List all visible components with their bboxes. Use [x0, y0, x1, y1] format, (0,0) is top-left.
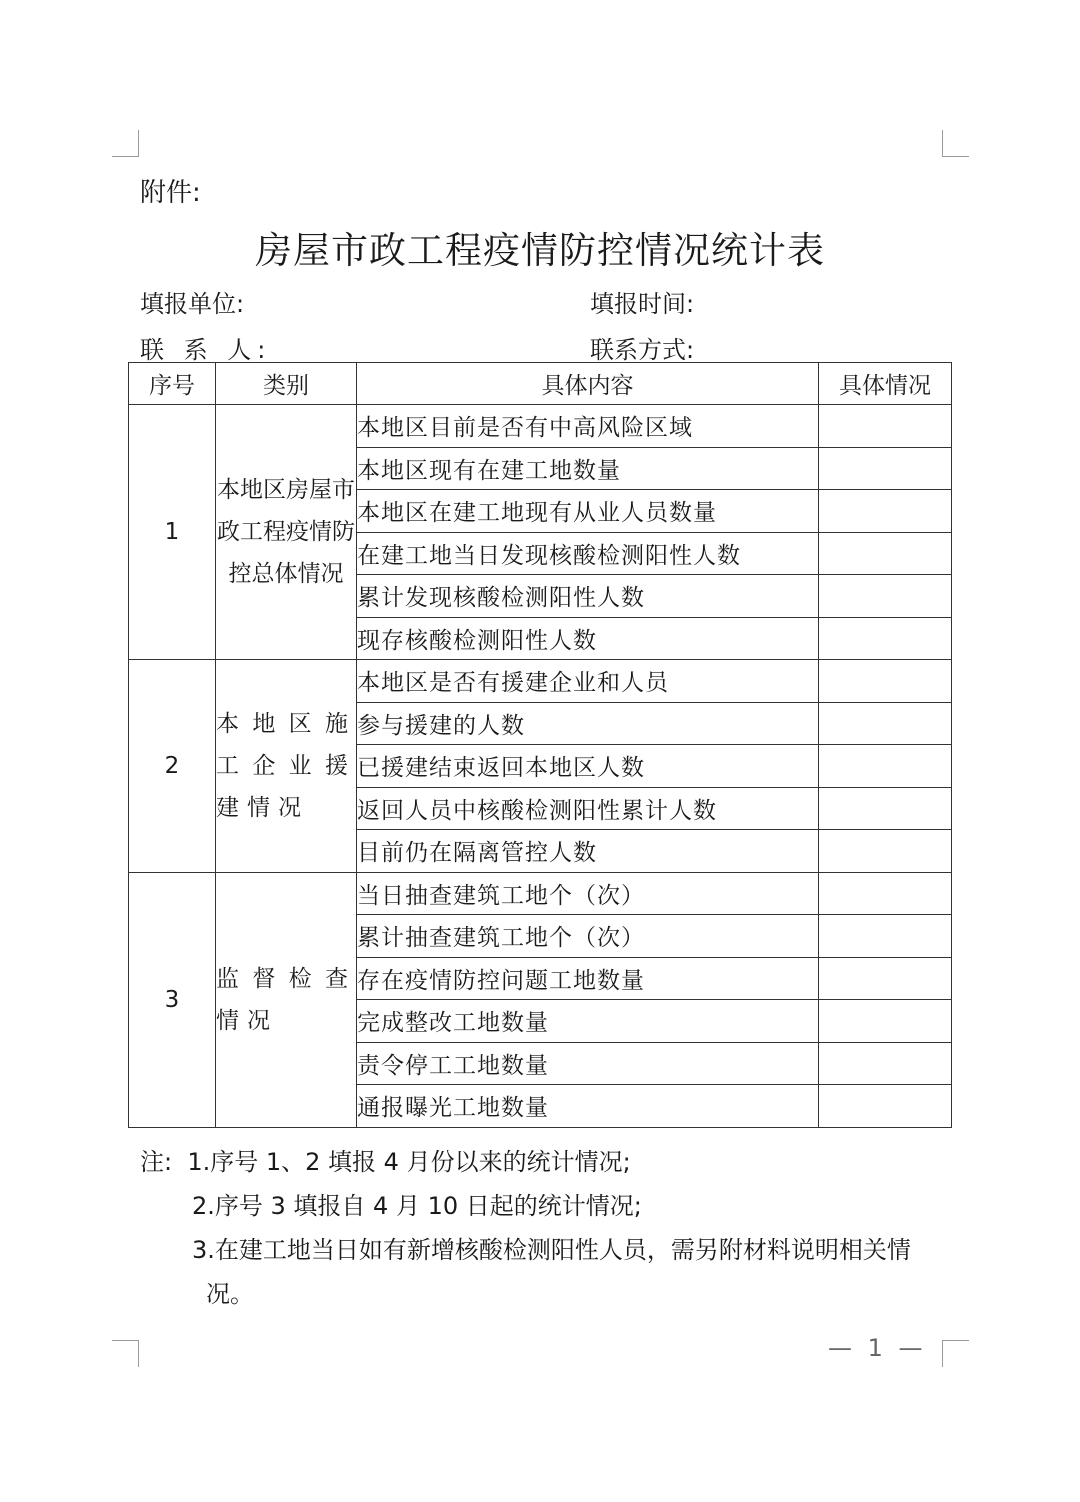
item-value-cell[interactable] — [819, 745, 952, 788]
item-content: 返回人员中核酸检测阳性累计人数 — [357, 787, 819, 830]
reporting-time-label: 填报时间: — [590, 290, 695, 318]
item-content: 本地区目前是否有中高风险区域 — [357, 405, 819, 448]
item-value-cell[interactable] — [819, 787, 952, 830]
item-content: 通报曝光工地数量 — [357, 1085, 819, 1128]
group-number: 3 — [129, 872, 216, 1127]
attachment-label: 附件: — [140, 178, 201, 208]
item-content: 当日抽查建筑工地个（次） — [357, 872, 819, 915]
contact-person-label: 联 系 人: — [140, 336, 272, 364]
item-content: 参与援建的人数 — [357, 702, 819, 745]
note-line-3-continued: 况。 — [206, 1280, 254, 1308]
item-value-cell[interactable] — [819, 957, 952, 1000]
item-content: 在建工地当日发现核酸检测阳性人数 — [357, 532, 819, 575]
header-situation: 具体情况 — [819, 363, 952, 405]
page-number: — 1 — — [828, 1334, 927, 1362]
contact-method-label: 联系方式: — [590, 336, 695, 364]
page-corner-mark-bottom-right — [942, 1340, 969, 1367]
item-content: 存在疫情防控问题工地数量 — [357, 957, 819, 1000]
page-corner-mark-top-right — [942, 130, 969, 157]
group-number: 2 — [129, 660, 216, 873]
table-row — [129, 872, 952, 915]
item-value-cell[interactable] — [819, 532, 952, 575]
item-content: 已援建结束返回本地区人数 — [357, 745, 819, 788]
table-row — [129, 405, 952, 448]
item-value-cell[interactable] — [819, 872, 952, 915]
notes-section — [140, 1140, 911, 1316]
item-value-cell[interactable] — [819, 617, 952, 660]
item-value-cell[interactable] — [819, 1042, 952, 1085]
note-text: 1.序号 1、2 填报 4 月份以来的统计情况; — [187, 1148, 631, 1176]
item-value-cell[interactable] — [819, 1085, 952, 1128]
item-content: 完成整改工地数量 — [357, 1000, 819, 1043]
item-content: 目前仍在隔离管控人数 — [357, 830, 819, 873]
header-serial-number: 序号 — [129, 363, 216, 405]
page-title: 房屋市政工程疫情防控情况统计表 — [255, 229, 825, 272]
item-content: 累计抽查建筑工地个（次） — [357, 915, 819, 958]
item-content: 现存核酸检测阳性人数 — [357, 617, 819, 660]
item-content: 本地区现有在建工地数量 — [357, 447, 819, 490]
item-value-cell[interactable] — [819, 405, 952, 448]
reporting-unit-label: 填报单位: — [140, 290, 245, 318]
item-content: 本地区在建工地现有从业人员数量 — [357, 490, 819, 533]
notes-prefix: 注: — [140, 1148, 173, 1176]
item-value-cell[interactable] — [819, 660, 952, 703]
statistics-table — [128, 362, 952, 1128]
header-category: 类别 — [216, 363, 357, 405]
item-value-cell[interactable] — [819, 575, 952, 618]
item-value-cell[interactable] — [819, 830, 952, 873]
group-category: 本地区房屋市政工程疫情防控总体情况 — [216, 405, 357, 660]
note-line-1 — [140, 1140, 911, 1184]
table-header-row — [129, 363, 952, 405]
item-content: 责令停工工地数量 — [357, 1042, 819, 1085]
item-value-cell[interactable] — [819, 1000, 952, 1043]
group-category: 监督检查情况 — [216, 872, 357, 1127]
group-category: 本地区施工企业援建情况 — [216, 660, 357, 873]
item-value-cell[interactable] — [819, 447, 952, 490]
note-line-2: 2.序号 3 填报自 4 月 10 日起的统计情况; — [192, 1192, 642, 1220]
item-value-cell[interactable] — [819, 490, 952, 533]
item-content: 累计发现核酸检测阳性人数 — [357, 575, 819, 618]
item-value-cell[interactable] — [819, 702, 952, 745]
page-corner-mark-bottom-left — [112, 1340, 139, 1367]
note-line-3: 3.在建工地当日如有新增核酸检测阳性人员，需另附材料说明相关情 — [192, 1236, 911, 1264]
table-row — [129, 660, 952, 703]
item-value-cell[interactable] — [819, 915, 952, 958]
page-corner-mark-top-left — [112, 130, 139, 157]
item-content: 本地区是否有援建企业和人员 — [357, 660, 819, 703]
group-number: 1 — [129, 405, 216, 660]
header-content: 具体内容 — [357, 363, 819, 405]
